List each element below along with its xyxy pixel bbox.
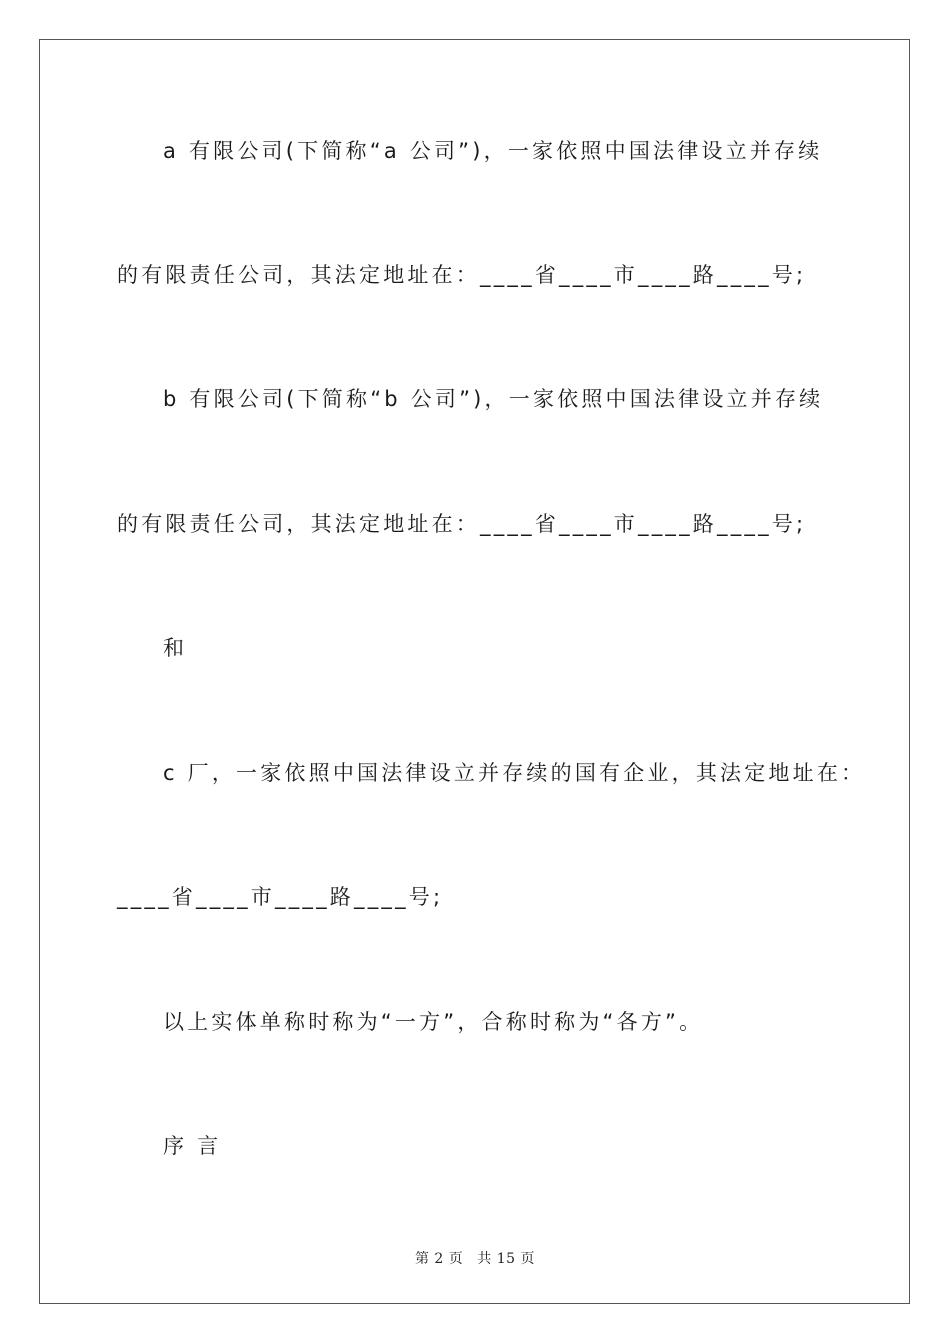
conjunction-and: 和 (163, 636, 188, 660)
party-a-line-2: 的有限责任公司，其法定地址在：____省____市____路____号; (117, 263, 807, 287)
party-c-line-2: ____省____市____路____号; (117, 885, 444, 909)
page-footer (0, 1248, 950, 1268)
party-b-line-2: 的有限责任公司，其法定地址在：____省____市____路____号; (117, 512, 807, 536)
page-number: 第 2 页 (414, 1251, 464, 1267)
party-b-line-1: b 有限公司(下简称“b 公司”)，一家依照中国法律设立并存续 (163, 387, 824, 411)
page-total: 共 15 页 (477, 1251, 536, 1267)
party-a-line-1: a 有限公司(下简称“a 公司”)，一家依照中国法律设立并存续 (163, 139, 823, 163)
section-heading-preface: 序 言 (163, 1134, 222, 1158)
definitions-line: 以上实体单称时称为“一方”，合称时称为“各方”。 (163, 1010, 704, 1034)
party-c-line-1: c 厂，一家依照中国法律设立并存续的国有企业，其法定地址在： (163, 761, 866, 785)
page-border (39, 39, 910, 1304)
